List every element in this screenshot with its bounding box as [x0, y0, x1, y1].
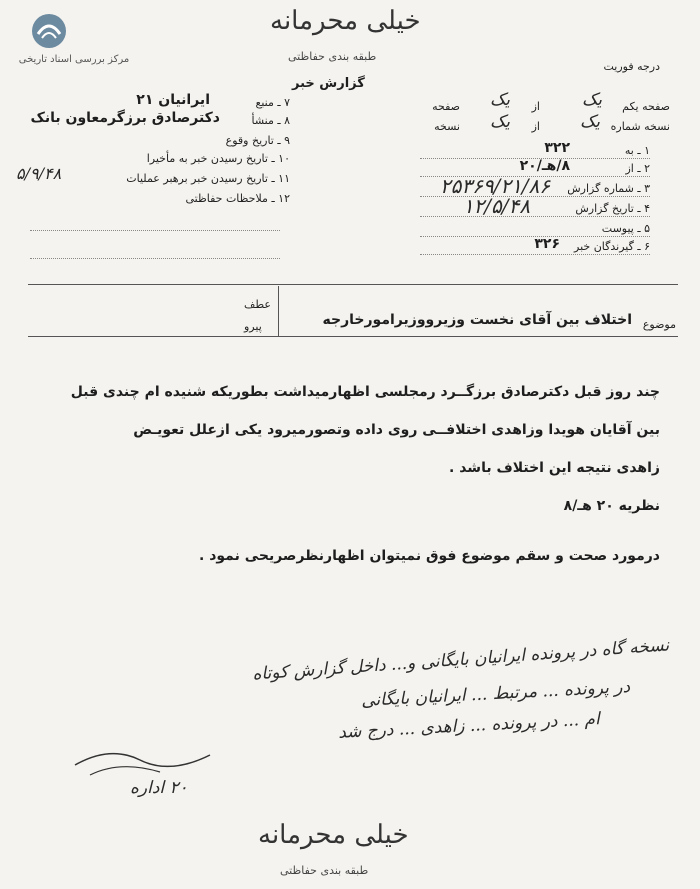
archive-logo-icon [30, 12, 68, 50]
body-line-2: بین آقایان هویدا وزاهدی اختلافــی روی داده وتصورمیرود یکی ازعلل تعویـض [133, 422, 660, 438]
report-title: گزارش خبر [292, 76, 365, 91]
field-label: ۶ ـ گیرندگان خبر [574, 240, 650, 253]
subject-side-label: پیرو [244, 320, 262, 333]
field-value-2: یک [582, 90, 602, 110]
field-label: صفحه یکم [622, 100, 670, 113]
field-value: ایرانیان ۲۱ [136, 92, 210, 108]
field-label: نسخه شماره [610, 120, 670, 133]
field-label: ۱ ـ به [624, 144, 650, 157]
handwritten-note-3: ام ... در پرونده ... زاهدی ... درج شد [337, 709, 601, 743]
right-fields [400, 90, 670, 264]
handwritten-note-2: در پرونده ... مرتبط ... ایرانیان بایگانی [360, 676, 631, 712]
field-value: ۳۲۲ [544, 140, 570, 156]
field-value: ۸/هـ/۲۰ [519, 158, 570, 174]
classification-stamp-bottom-sub: طبقه بندی حفاظتی [280, 864, 369, 877]
field-label: ۱۲ ـ ملاحظات حفاظتی [185, 192, 290, 205]
left-fields [16, 92, 290, 212]
field-value: ۱۲/۵/۴۸ [462, 194, 530, 218]
body-line-3: زاهدی نتیجه این اختلاف باشد . [449, 460, 660, 476]
field-value: یک [490, 112, 510, 132]
handwritten-note-1: نسخه گاه در پرونده ایرانیان بایگانی و... داخل گزارش کوتاه [252, 635, 671, 685]
opinion-line: نظریه ۲۰ هـ/۸ [563, 498, 660, 514]
handwritten-signature: ۲۰ اداره [130, 778, 188, 798]
field-label: ۳ ـ شماره گزارش [567, 182, 650, 195]
field-value: یک [490, 90, 510, 110]
body-line-1: چند روز قبل دکترصادق برزگــرد رمجلسی اظهارمیداشت بطوریکه شنیده ام چندی قبل [70, 384, 660, 400]
priority-label: درجه فوریت [603, 60, 660, 73]
archive-logo-text: مرکز بررسی اسناد تاریخی [18, 54, 130, 65]
classification-stamp-top-sub: طبقه بندی حفاظتی [288, 50, 377, 63]
classification-stamp-bottom: خیلی محرمانه [258, 820, 409, 850]
field-mid: از [531, 120, 540, 133]
verification-line: درمورد صحت و سقم موضوع فوق نمیتوان اظهارنظرصریحی نمود . [199, 548, 660, 564]
subject-label: موضوع [642, 318, 676, 331]
subject-side-label: عطف [244, 298, 271, 311]
field-value: ۵/۹/۴۸ [16, 164, 62, 183]
field-label: ۱۰ ـ تاریخ رسیدن خبر به مأخیرا [146, 152, 290, 165]
field-value: دکترصادق برزگرمعاون بانک [30, 110, 220, 126]
field-value: ۲۵۳۶۹/۲۱/۸۶ [439, 174, 550, 198]
subject-value: اختلاف بین آقای نخست وزیرووزیرامورخارجه [322, 312, 632, 328]
field-label: ۴ ـ تاریخ گزارش [575, 202, 650, 215]
field-value: ۳۲۶ [534, 236, 560, 252]
field-end: نسخه [434, 120, 460, 133]
field-label: ۷ ـ منبع [255, 96, 290, 109]
field-value-2: یک [580, 112, 600, 132]
field-label: ۸ ـ منشأ [251, 114, 290, 127]
classification-stamp-top: خیلی محرمانه [270, 6, 421, 36]
field-label: ۲ ـ از [625, 162, 650, 175]
field-end: صفحه [432, 100, 460, 113]
field-mid: از [531, 100, 540, 113]
field-label: ۹ ـ تاریخ وقوع [225, 134, 290, 147]
field-label: ۵ ـ پیوست [601, 222, 650, 235]
field-label: ۱۱ ـ تاریخ رسیدن خبر برهبر عملیات [126, 172, 290, 185]
